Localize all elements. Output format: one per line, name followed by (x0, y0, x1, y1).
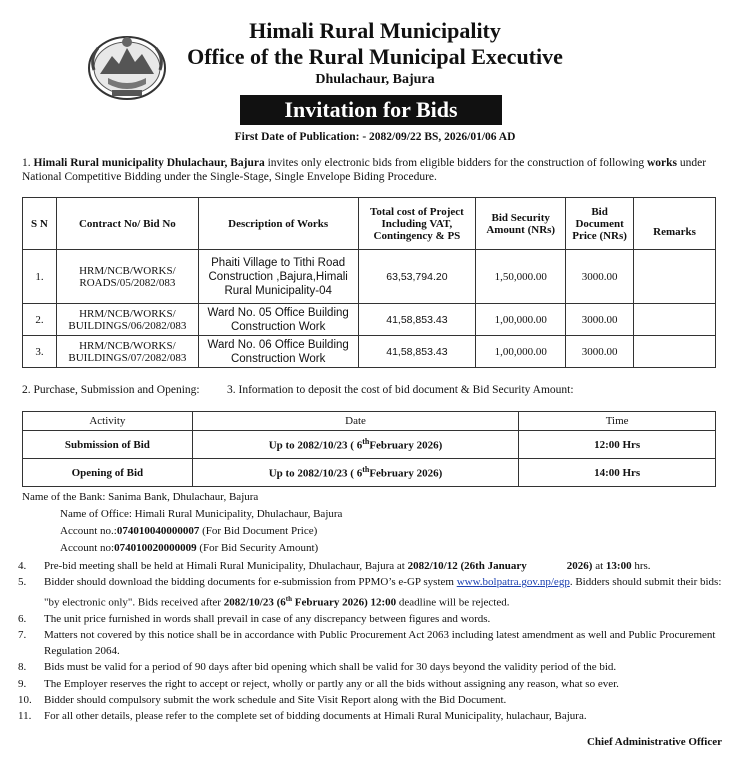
intro-text-2: under National Competitive Bidding under the Single-Stage, Single Envelope Biding Procedure. (22, 157, 707, 183)
account-note: (For Bid Security Amount) (196, 542, 319, 554)
cell-sn: 1. (23, 250, 57, 304)
item-bold: February 2026) 12:00 (291, 596, 397, 609)
cell-security: 1,00,000.00 (476, 336, 566, 368)
date-sup: th (362, 437, 370, 447)
item-bold: 2082/10/23 (6 (223, 596, 286, 609)
item-text-part: . Bidders should submit their bids: "by electronic only". Bids received after (44, 576, 722, 609)
cell-price: 3000.00 (566, 336, 634, 368)
cell-contract: HRM/NCB/WORKS/ BUILDINGS/07/2082/083 (56, 336, 198, 368)
terms-list (18, 558, 724, 725)
cell-security: 1,00,000.00 (476, 304, 566, 336)
item-number: 7. (18, 628, 27, 641)
list-item (18, 558, 724, 574)
municipality-name: Himali Rural Municipality (249, 18, 501, 43)
item-text-part: Pre-bid meeting shall be held at Himali Rural Municipality, Dhulachaur, Bajura at (44, 560, 408, 572)
item-text: For all other details, please refer to the complete set of bidding documents at Himali Rural Municipality, hulachaur, Bajura. (44, 710, 587, 723)
account-security (60, 540, 318, 557)
cell-time: 12:00 Hrs (519, 431, 716, 459)
item-text (44, 574, 724, 610)
item-number: 5. (18, 576, 27, 589)
item-text-part: Bidder should download the bidding documents for e-submission from PPMO’s e-GP system (44, 576, 457, 589)
col-total-cost: Total cost of Project Including VAT, Contingency & PS (358, 198, 476, 250)
account-doc-price (60, 523, 317, 540)
table-row (23, 336, 716, 368)
list-item (18, 611, 724, 627)
cell-sn: 3. (23, 336, 57, 368)
schedule-header (23, 412, 716, 431)
col-time: Time (519, 412, 716, 431)
item-number: 6. (18, 612, 27, 625)
account-number: 074010020000009 (114, 542, 197, 554)
bank-name: Name of the Bank: Sanima Bank, Dhulachaur, Bajura (22, 491, 259, 503)
notice-title-banner: Invitation for Bids (240, 95, 502, 125)
date-text: February 2026) (369, 467, 443, 480)
date-text: February 2026) (369, 439, 443, 452)
date-text: Up to 2082/10/23 ( 6 (268, 439, 363, 452)
item-bold: 13:00 (605, 560, 632, 572)
item-number: 10. (18, 694, 32, 707)
item-number: 4. (18, 560, 27, 572)
cell-time: 14:00 Hrs (519, 459, 716, 487)
item-text-part: at (592, 560, 606, 572)
cell-remarks (634, 304, 716, 336)
works-table-header (23, 198, 716, 250)
cell-contract: HRM/NCB/WORKS/ ROADS/05/2082/083 (56, 250, 198, 304)
intro-number: 1. (22, 157, 31, 169)
list-item (18, 708, 724, 724)
cell-security: 1,50,000.00 (476, 250, 566, 304)
cell-remarks (634, 250, 716, 304)
publication-date: First Date of Publication: - 2082/09/22 BS, 2026/01/06 AD (234, 131, 516, 143)
col-description: Description of Works (198, 198, 358, 250)
item-text: Bidder should compulsory submit the work schedule and Site Visit Report along with the Bid Document. (44, 694, 507, 707)
cell-description: Ward No. 06 Office Building Construction Work (198, 336, 358, 368)
item-text: The Employer reserves the right to accept or reject, wholly or partly any or all the bids without assigning any reason, what so ever. (44, 677, 619, 690)
item-text: The unit price furnished in words shall prevail in case of any discrepancy between figures and words. (44, 612, 491, 625)
item-sup: th (285, 594, 292, 603)
item-number: 9. (18, 677, 27, 690)
cell-activity: Opening of Bid (23, 459, 193, 487)
office-name: Office of the Rural Municipal Executive (187, 44, 563, 69)
cell-contract: HRM/NCB/WORKS/ BUILDINGS/06/2082/083 (56, 304, 198, 336)
intro-paragraph (22, 156, 722, 184)
intro-text-1: invites only electronic bids from eligible bidders for the construction of following (264, 157, 647, 169)
list-item (18, 627, 724, 660)
cell-activity: Submission of Bid (23, 431, 193, 459)
account-label: Account no.: (60, 525, 117, 537)
list-item (18, 659, 724, 675)
cell-cost: 41,58,853.43 (358, 304, 476, 336)
col-contract: Contract No/ Bid No (56, 198, 198, 250)
table-row (23, 304, 716, 336)
cell-description: Ward No. 05 Office Building Construction Work (198, 304, 358, 336)
cell-sn: 2. (23, 304, 57, 336)
cell-description: Phaiti Village to Tithi Road Construction ,Bajura,Himali Rural Municipality-04 (198, 250, 358, 304)
cell-price: 3000.00 (566, 304, 634, 336)
list-item (18, 676, 724, 692)
item-number: 11. (18, 710, 32, 723)
account-number: 074010040000007 (116, 525, 200, 537)
item-text (44, 558, 724, 574)
item-bold: 2026) (566, 560, 593, 572)
works-table (22, 197, 716, 368)
egp-link[interactable]: www.bolpatra.gov.np/egp (456, 576, 570, 589)
cell-remarks (634, 336, 716, 368)
table-row (23, 459, 716, 487)
intro-municipality: Himali Rural municipality Dhulachaur, Bajura (33, 157, 265, 169)
signature-title: Chief Administrative Officer (586, 736, 722, 748)
table-row (23, 250, 716, 304)
item-text: Matters not covered by this notice shall be in accordance with Public Procurement Act 2063 including latest amendment as well and Public Procurement Regulation 2064. (44, 628, 716, 658)
account-note: (For Bid Document Price) (199, 525, 318, 537)
item-text-part: deadline will be rejected. (396, 596, 510, 609)
col-date: Date (192, 412, 519, 431)
cell-cost: 63,53,794.20 (358, 250, 476, 304)
item-text: Bids must be valid for a period of 90 days after bid opening which shall be valid for 30 days beyond the validity period of the bid. (44, 661, 617, 674)
list-item (18, 692, 724, 708)
section-3-heading: 3. Information to deposit the cost of bid document & Bid Security Amount: (227, 384, 574, 396)
office-address: Dhulachaur, Bajura (315, 72, 435, 87)
intro-works: works (647, 157, 678, 169)
cell-date (192, 459, 519, 487)
item-number: 8. (18, 661, 27, 674)
item-text-part: hrs. (631, 560, 651, 572)
table-row (23, 431, 716, 459)
cell-cost: 41,58,853.43 (358, 336, 476, 368)
date-sup: th (362, 465, 370, 475)
account-label: Account no: (60, 542, 115, 554)
col-activity: Activity (23, 412, 193, 431)
list-item (18, 574, 724, 610)
cell-price: 3000.00 (566, 250, 634, 304)
item-bold: 2082/10/12 (26th January (407, 560, 527, 572)
schedule-table (22, 411, 716, 487)
section-2-heading: 2. Purchase, Submission and Opening: (22, 384, 200, 396)
col-doc-price: Bid Document Price (NRs) (566, 198, 634, 250)
date-text: Up to 2082/10/23 ( 6 (268, 467, 363, 480)
col-remarks: Remarks (634, 198, 716, 250)
col-bid-security: Bid Security Amount (NRs) (476, 198, 566, 250)
col-sn: S N (23, 198, 57, 250)
office-account-name: Name of Office: Himali Rural Municipality, Dhulachaur, Bajura (60, 508, 343, 520)
cell-date (192, 431, 519, 459)
